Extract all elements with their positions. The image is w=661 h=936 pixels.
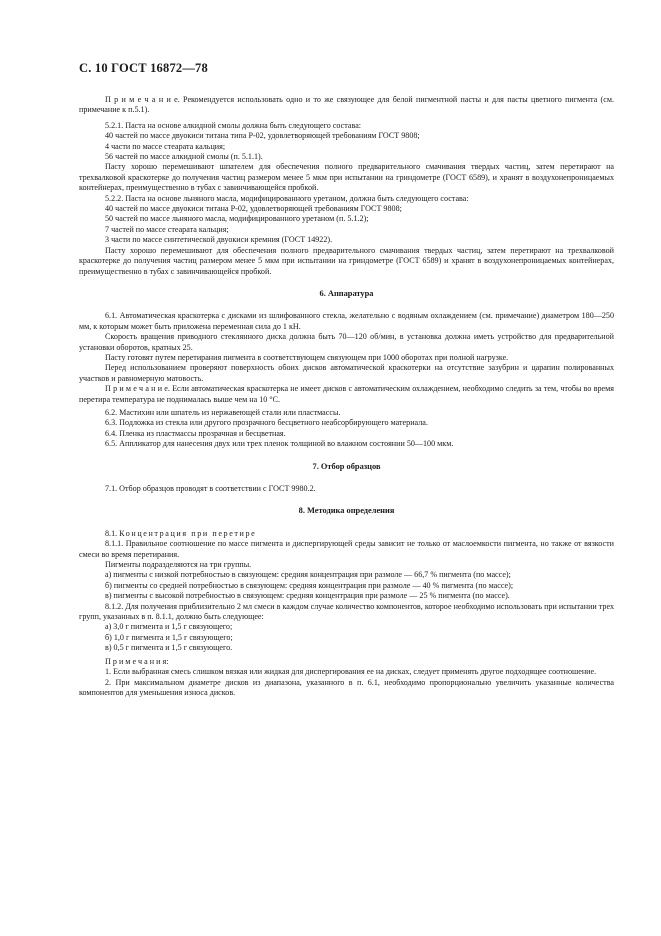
paragraph: Перед использованием проверяют поверхность обоих дисков автоматической краскотерки на отсутствие зазубрин и царапин полированных участков и равномерную матовость. — [79, 363, 614, 383]
section-heading-6: 6. Аппаратура — [319, 288, 374, 298]
paragraph: Скорость вращения приводного стеклянного диска должна быть 70—120 об/мин, в установка должна иметь устройство для предварительной установки оборотов, кратных 25. — [79, 332, 614, 352]
note-5-1: П р и м е ч а н и е. Рекомендуется использовать одно и то же связующее для белой пигментной пасты и для пасты цветного пигмента (см. примечание к п.5.1). — [79, 95, 614, 115]
page-header: С. 10 ГОСТ 16872—78 — [79, 61, 208, 75]
clause-5-2-2: 5.2.2. Паста на основе льняного масла, модифицированного уретаном, должна быть следующего состава: — [105, 193, 469, 203]
document-body — [79, 95, 614, 698]
paragraph: Пасту готовят путем перетирания пигмента в соответствующем связующем при 1000 оборотах при полной нагрузке. — [105, 352, 509, 362]
clause-6-5: 6.5. Аппликатор для нанесения двух или трех пленок толщиной во влажном состоянии 50—100 мкм. — [105, 439, 454, 449]
list-item: 3 части по массе синтетической двуокиси кремния (ГОСТ 14922). — [105, 235, 333, 245]
list-item: 7 частей по массе стеарата кальция; — [105, 224, 229, 234]
clause-7-1: 7.1. Отбор образцов проводят в соответствии с ГОСТ 9980.2. — [105, 484, 316, 493]
list-item: 4 части по массе стеарата кальция; — [105, 141, 226, 151]
section-heading-8: 8. Методика определения — [298, 506, 395, 516]
list-item: в) 0,5 г пигмента и 1,5 г связующего. — [105, 643, 233, 653]
clause-6-1: 6.1. Автоматическая краскотерка с дисками из шлифованного стекла, желательно с водяным охлаждением (см. примечание) диаметром 180—250 мм, к которым может быть приложена переменная сила до 1 кН. — [79, 311, 614, 331]
paragraph: Пасту хорошо перемешивают шпателем для обеспечения полного предварительного смачивания твердых частиц, затем перетирают на трехвалковой краскотерке до получения частиц размером менее 5 мкм при испытании на гриндометре (ГОСТ 6589), и хранят в воздухонепроницаемых контейнерах, преимущественно в тубах с завинчивающейся пробкой. — [79, 162, 614, 193]
note-item: 1. Если выбранная смесь слишком вязкая или жидкая для диспергирования ее на дисках, следует применять другое подходящее соотношение. — [105, 667, 597, 677]
clause-5-2-1: 5.2.1. Паста на основе алкидной смолы должна быть следующего состава: — [105, 120, 362, 130]
list-item: а) пигменты с низкой потребностью в связующем: средняя концентрация при размоле — 66,7 % пигмента (по массе); — [105, 570, 511, 580]
clause-8-1: 8.1. Концентрация при перетире — [105, 528, 257, 538]
list-item: 40 частей по массе двуокиси титана Р-02, удовлетворяющей требованиям ГОСТ 9808; — [105, 204, 402, 214]
clause-8-1-title: Концентрация при перетире — [119, 528, 257, 538]
clause-6-2: 6.2. Мастихин или шпатель из нержавеющей стали или пластмассы. — [105, 407, 341, 417]
list-item: б) 1,0 г пигмента и 1,5 г связующего; — [105, 632, 233, 642]
section-heading-7: 7. Отбор образцов — [312, 461, 381, 471]
list-item: 50 частей по массе льняного масла, модифицированного уретаном (п. 5.1.2); — [105, 214, 369, 224]
list-item: 56 частей по массе алкидной смолы (п. 5.1.1). — [105, 152, 263, 162]
clause-8-1-1: 8.1.1. Правильное соотношение по массе пигмента и диспергирующей среды зависит не только от маслоемкости пигмента, но также от вязкости смеси во время перетирания. — [79, 539, 614, 559]
clause-6-4: 6.4. Пленка из пластмассы прозрачная и бесцветная. — [105, 428, 286, 438]
note-word: П р и м е ч а н и е. — [105, 384, 170, 394]
list-item: а) 3,0 г пигмента и 1,5 г связующего; — [105, 622, 233, 632]
clause-6-3: 6.3. Подложка из стекла или другого прозрачного бесцветного неабсорбирующего материала. — [105, 418, 428, 428]
list-item: в) пигменты с высокой потребностью в связующем: средняя концентрация при размоле — 25 % пигмента (по массе). — [105, 591, 510, 601]
clause-8-1-2: 8.1.2. Для получения приблизительно 2 мл смеси в каждом случае количество компонентов, которое необходимо использовать при испытании трех групп, указанных в п. 8.1.1, должно быть следующее: — [79, 601, 614, 622]
note-item: 2. При максимальном диаметре дисков из диапазона, указанного в п. 6.1, необходимо пропорционально увеличить указанные количества компонентов для уменьшения износа дисков. — [79, 677, 614, 697]
list-item: б) пигменты со средней потребностью в связующем: средняя концентрация при размоле — 40 % пигмента (по массе); — [105, 580, 514, 590]
paragraph: Пигменты подразделяются на три группы. — [105, 560, 252, 570]
note-6-1: П р и м е ч а н и е. Если автоматическая краскотерка не имеет дисков с автоматическим охлаждением, необходимо следить за тем, чтобы во время перетира температура не поднималась выше чем на 10 °С. — [79, 384, 614, 404]
notes-label: П р и м е ч а н и я: — [105, 656, 169, 666]
list-item: 40 частей по массе двуокиси титана типа Р-02, удовлетворяющей требованиям ГОСТ 9808; — [105, 131, 420, 141]
paragraph: Пасту хорошо перемешивают для обеспечения полного предварительного смачивания твердых частиц, затем перетирают на трехвалковой краскотерке до получения частиц размером менее 5 мкм при испытании на гриндометре (ГОСТ 6589) и хранят в воздухонепроницаемых контейнерах, преимущественно в тубах с завинчивающейся пробкой. — [79, 245, 614, 276]
note-word: П р и м е ч а н и е. — [105, 95, 180, 104]
